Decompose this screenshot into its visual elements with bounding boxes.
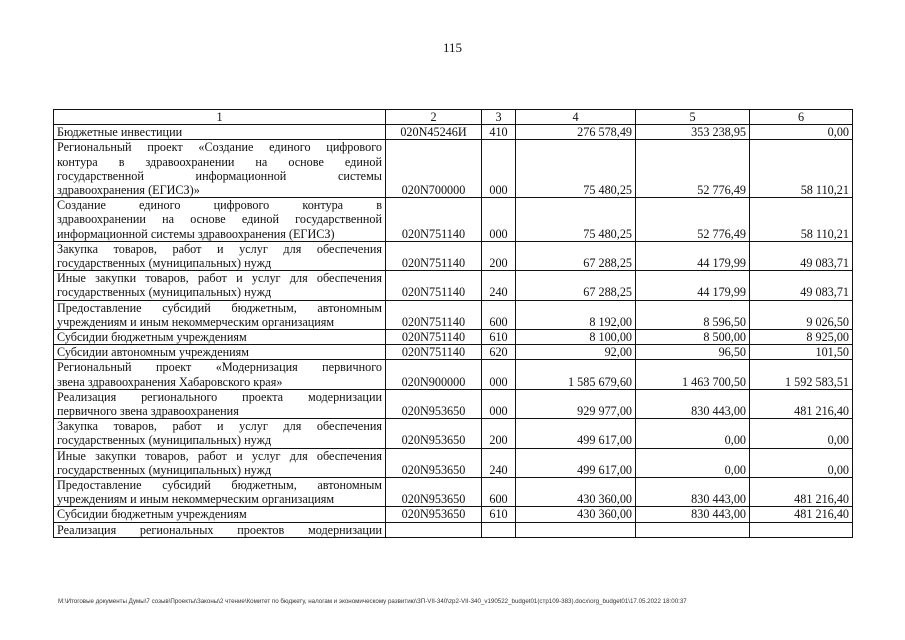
value-col6-cell: 9 026,50 <box>750 300 853 329</box>
row-name-cell <box>54 507 386 522</box>
value-col4-cell: 75 480,25 <box>516 140 636 198</box>
table-body <box>54 125 853 538</box>
value-col5-cell: 44 179,99 <box>636 271 750 300</box>
column-header-2: 2 <box>386 110 482 125</box>
expense-type-cell: 000 <box>482 389 516 418</box>
value-col5-cell: 830 443,00 <box>636 507 750 522</box>
expense-type-cell: 000 <box>482 360 516 389</box>
target-article-cell: 020N751140 <box>386 271 482 300</box>
value-col5-cell: 8 500,00 <box>636 330 750 345</box>
row-name-line: Субсидии бюджетным учреждениям <box>57 507 247 522</box>
value-col4-cell: 75 480,25 <box>516 198 636 242</box>
column-header-5: 5 <box>636 110 750 125</box>
value-col4-cell: 67 288,25 <box>516 271 636 300</box>
value-col4-cell: 276 578,49 <box>516 125 636 140</box>
target-article-cell <box>386 522 482 537</box>
value-col4-cell: 430 360,00 <box>516 507 636 522</box>
table-row <box>54 198 853 242</box>
row-name-line: Предоставление субсидий бюджетным, автономным <box>57 478 382 493</box>
row-name-line: контура в здравоохранении на основе единой <box>57 154 382 169</box>
value-col6-cell: 0,00 <box>750 419 853 448</box>
value-col6-cell: 58 110,21 <box>750 198 853 242</box>
value-col6-cell: 8 925,00 <box>750 330 853 345</box>
target-article-cell: 020N953650 <box>386 448 482 477</box>
budget-table <box>53 109 853 538</box>
value-col4-cell: 67 288,25 <box>516 241 636 270</box>
page-number: 115 <box>442 40 463 55</box>
row-name-cell <box>54 419 386 448</box>
value-col4-cell <box>516 522 636 537</box>
value-col5-cell: 0,00 <box>636 419 750 448</box>
expense-type-cell: 610 <box>482 507 516 522</box>
value-col6-cell: 481 216,40 <box>750 478 853 507</box>
column-header-6: 6 <box>750 110 853 125</box>
row-name-cell <box>54 241 386 270</box>
value-col6-cell: 58 110,21 <box>750 140 853 198</box>
row-name-cell <box>54 345 386 360</box>
table-row <box>54 300 853 329</box>
target-article-cell: 020N751140 <box>386 198 482 242</box>
value-col4-cell: 499 617,00 <box>516 448 636 477</box>
row-name-line: здравоохранения (ЕГИСЗ)» <box>57 183 200 198</box>
value-col6-cell: 101,50 <box>750 345 853 360</box>
expense-type-cell: 620 <box>482 345 516 360</box>
row-name-cell <box>54 300 386 329</box>
target-article-cell: 020N751140 <box>386 345 482 360</box>
expense-type-cell: 240 <box>482 448 516 477</box>
value-col5-cell: 52 776,49 <box>636 140 750 198</box>
row-name-line: Иные закупки товаров, работ и услуг для обеспечения <box>57 448 382 463</box>
row-name-line: Бюджетные инвестиции <box>57 125 183 140</box>
column-header-4: 4 <box>516 110 636 125</box>
expense-type-cell: 200 <box>482 241 516 270</box>
table-row <box>54 125 853 140</box>
value-col5-cell: 0,00 <box>636 448 750 477</box>
row-name-line: Закупка товаров, работ и услуг для обеспечения <box>57 419 382 434</box>
row-name-line: учреждениям и иным некоммерческим организациям <box>57 314 335 329</box>
expense-type-cell: 410 <box>482 125 516 140</box>
expense-type-cell: 600 <box>482 300 516 329</box>
value-col4-cell: 430 360,00 <box>516 478 636 507</box>
row-name-cell <box>54 330 386 345</box>
value-col4-cell: 8 100,00 <box>516 330 636 345</box>
value-col6-cell <box>750 522 853 537</box>
table-row <box>54 330 853 345</box>
value-col6-cell: 481 216,40 <box>750 507 853 522</box>
row-name-line: Региональный проект «Модернизация первичного <box>57 360 382 375</box>
table-row <box>54 140 853 198</box>
table-row <box>54 360 853 389</box>
table-row <box>54 345 853 360</box>
row-name-line: государственных (муниципальных) нужд <box>57 285 272 300</box>
target-article-cell: 020N45246И <box>386 125 482 140</box>
expense-type-cell: 610 <box>482 330 516 345</box>
expense-type-cell: 000 <box>482 140 516 198</box>
target-article-cell: 020N751140 <box>386 241 482 270</box>
table-row <box>54 448 853 477</box>
expense-type-cell: 240 <box>482 271 516 300</box>
row-name-line: Субсидии автономным учреждениям <box>57 345 249 360</box>
row-name-line: государственных (муниципальных) нужд <box>57 256 272 271</box>
table-row <box>54 507 853 522</box>
row-name-line: Создание единого цифрового контура в <box>57 198 382 213</box>
row-name-line: государственной информационной системы <box>57 168 382 183</box>
value-col5-cell: 1 463 700,50 <box>636 360 750 389</box>
table-row <box>54 522 853 537</box>
column-header-1: 1 <box>54 110 386 125</box>
target-article-cell: 020N751140 <box>386 330 482 345</box>
row-name-line: звена здравоохранения Хабаровского края» <box>57 374 283 389</box>
row-name-cell <box>54 389 386 418</box>
value-col4-cell: 1 585 679,60 <box>516 360 636 389</box>
row-name-cell <box>54 448 386 477</box>
row-name-line: государственных (муниципальных) нужд <box>57 433 272 448</box>
row-name-line: учреждениям и иным некоммерческим организациям <box>57 492 335 507</box>
row-name-cell <box>54 125 386 140</box>
row-name-cell <box>54 478 386 507</box>
row-name-cell <box>54 271 386 300</box>
value-col5-cell: 830 443,00 <box>636 389 750 418</box>
row-name-cell <box>54 198 386 242</box>
value-col5-cell: 44 179,99 <box>636 241 750 270</box>
value-col4-cell: 929 977,00 <box>516 389 636 418</box>
value-col6-cell: 481 216,40 <box>750 389 853 418</box>
row-name-line: здравоохранении на основе единой государственной <box>57 212 382 227</box>
value-col4-cell: 92,00 <box>516 345 636 360</box>
value-col6-cell: 49 083,71 <box>750 271 853 300</box>
expense-type-cell <box>482 522 516 537</box>
row-name-line: информационной системы здравоохранения (ЕГИСЗ) <box>57 226 335 241</box>
value-col5-cell: 830 443,00 <box>636 478 750 507</box>
table-row <box>54 419 853 448</box>
expense-type-cell: 200 <box>482 419 516 448</box>
row-name-cell <box>54 522 386 537</box>
value-col6-cell: 49 083,71 <box>750 241 853 270</box>
target-article-cell: 020N900000 <box>386 360 482 389</box>
expense-type-cell: 600 <box>482 478 516 507</box>
row-name-line: Закупка товаров, работ и услуг для обеспечения <box>57 241 382 256</box>
row-name-line: Реализация регионального проекта модернизации <box>57 389 382 404</box>
value-col5-cell: 8 596,50 <box>636 300 750 329</box>
row-name-cell <box>54 140 386 198</box>
value-col6-cell: 0,00 <box>750 125 853 140</box>
value-col5-cell: 52 776,49 <box>636 198 750 242</box>
row-name-line: государственных (муниципальных) нужд <box>57 462 272 477</box>
table-row <box>54 241 853 270</box>
row-name-line: Предоставление субсидий бюджетным, автономным <box>57 300 382 315</box>
table-row <box>54 271 853 300</box>
value-col5-cell: 353 238,95 <box>636 125 750 140</box>
row-name-line: Региональный проект «Создание единого цифрового <box>57 140 382 155</box>
target-article-cell: 020N751140 <box>386 300 482 329</box>
file-path-footer: M:\Итоговые документы Думы\7 созыв\Проекты\Законы\2 чтение\Комитет по бюджету, налогам и экономическому развитию\ЗП-VII-340\zp2-VII-340_v190522_budget01(стр109-383).docx\org_budget01\17.05.2022 18:00:37 <box>58 598 687 605</box>
table-row <box>54 389 853 418</box>
row-name-cell <box>54 360 386 389</box>
value-col4-cell: 8 192,00 <box>516 300 636 329</box>
value-col6-cell: 0,00 <box>750 448 853 477</box>
target-article-cell: 020N953650 <box>386 478 482 507</box>
expense-type-cell: 000 <box>482 198 516 242</box>
target-article-cell: 020N953650 <box>386 389 482 418</box>
value-col4-cell: 499 617,00 <box>516 419 636 448</box>
value-col5-cell <box>636 522 750 537</box>
target-article-cell: 020N953650 <box>386 507 482 522</box>
row-name-line: первичного звена здравоохранения <box>57 404 239 419</box>
value-col5-cell: 96,50 <box>636 345 750 360</box>
header-row <box>54 110 853 125</box>
table-row <box>54 478 853 507</box>
column-header-3: 3 <box>482 110 516 125</box>
row-name-line: Субсидии бюджетным учреждениям <box>57 330 247 345</box>
row-name-line: Реализация региональных проектов модернизации <box>57 522 382 537</box>
target-article-cell: 020N700000 <box>386 140 482 198</box>
value-col6-cell: 1 592 583,51 <box>750 360 853 389</box>
target-article-cell: 020N953650 <box>386 419 482 448</box>
row-name-line: Иные закупки товаров, работ и услуг для обеспечения <box>57 271 382 286</box>
